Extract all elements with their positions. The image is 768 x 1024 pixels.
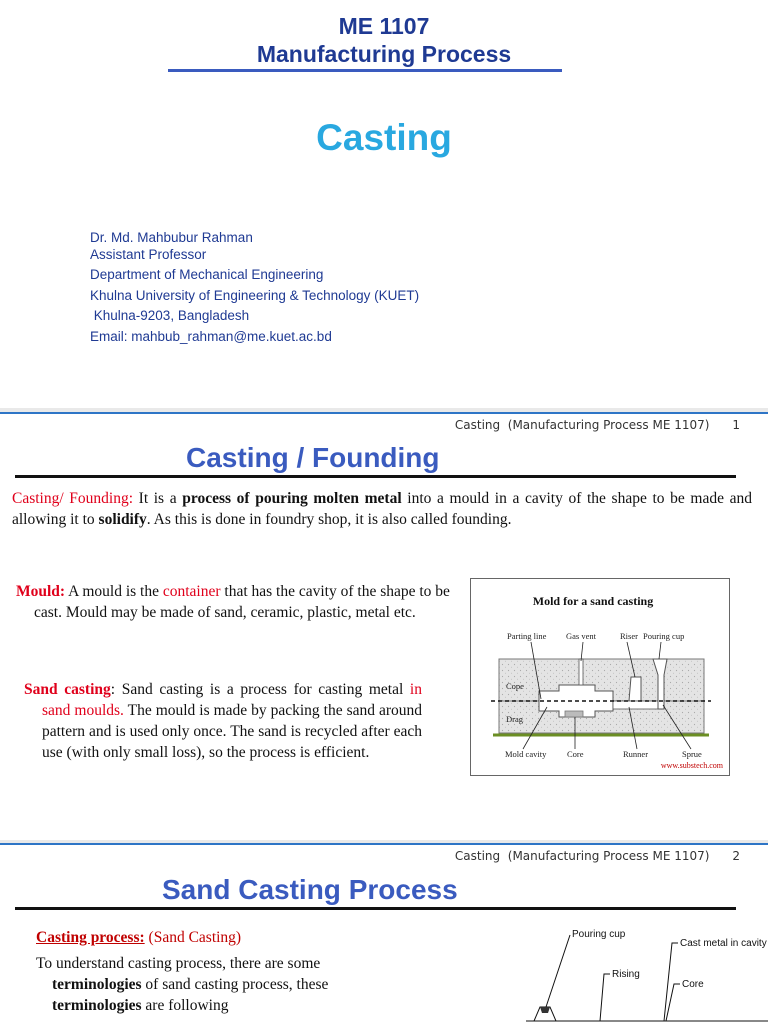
label-pouring-cup: Pouring cup bbox=[643, 631, 685, 641]
heading-underline bbox=[15, 475, 736, 478]
process-term: Casting process: bbox=[36, 929, 145, 946]
label-sprue: Sprue bbox=[682, 749, 702, 759]
slide-title: Casting bbox=[316, 117, 452, 158]
intro-paragraph: Casting/ Founding: It is a process of pouring molten metal into a mould in a cavity of the shape to be made and allowing it to solidify. As this is done in foundry shop, it is also called founding. bbox=[12, 490, 752, 528]
sand-mold-diagram bbox=[470, 578, 730, 776]
gas-vent-shape bbox=[579, 659, 583, 685]
heading-underline bbox=[15, 907, 736, 910]
slide-heading: Sand Casting Process bbox=[162, 874, 458, 905]
header-rule bbox=[0, 843, 768, 845]
sand-mold-svg bbox=[471, 579, 729, 775]
author-address: Khulna-9203, Bangladesh bbox=[90, 308, 250, 323]
author-university: Khulna University of Engineering & Technology (KUET) bbox=[90, 288, 420, 303]
runner-shape bbox=[613, 701, 661, 709]
slide-casting-founding bbox=[0, 412, 768, 840]
course-code: ME 1107 bbox=[338, 13, 430, 39]
author-email: Email: mahbub_rahman@me.kuet.ac.bd bbox=[90, 329, 332, 344]
course-name: Manufacturing Process bbox=[256, 41, 512, 67]
pouring-cup-shape bbox=[540, 1007, 550, 1013]
page-number: 2 bbox=[732, 849, 740, 863]
label-pouring-cup: Pouring cup bbox=[572, 929, 626, 940]
label-riser: Riser bbox=[620, 631, 638, 641]
label-core: Core bbox=[682, 979, 704, 990]
label-mold-cavity: Mold cavity bbox=[505, 749, 547, 759]
label-rising: Rising bbox=[612, 969, 640, 980]
slide-sand-casting-process bbox=[0, 843, 768, 1024]
slide-heading: Casting / Founding bbox=[186, 442, 440, 473]
title-underline bbox=[168, 69, 562, 72]
riser-shape bbox=[629, 677, 641, 701]
title-slide bbox=[0, 0, 768, 408]
header-title: Casting (Manufacturing Process ME 1107) bbox=[454, 418, 710, 432]
sand-casting-sketch bbox=[526, 921, 768, 1024]
mould-term: Mould: bbox=[16, 583, 66, 600]
label-drag: Drag bbox=[506, 714, 523, 724]
header-title: Casting (Manufacturing Process ME 1107) bbox=[454, 849, 710, 863]
process-paragraph: To understand casting process, there are some terminologies of sand casting process, these terminologies are following bbox=[36, 955, 329, 1014]
label-parting-line: Parting line bbox=[507, 631, 547, 641]
header-rule bbox=[0, 412, 768, 414]
mould-paragraph: Mould: A mould is the container that has the cavity of the shape to be cast. Mould may be made of sand, ceramic, plastic, metal etc. bbox=[16, 583, 450, 621]
label-gas-vent: Gas vent bbox=[566, 631, 596, 641]
author-department: Department of Mechanical Engineering bbox=[90, 267, 324, 282]
label-cope: Cope bbox=[506, 681, 524, 691]
intro-term: Casting/ Founding: bbox=[12, 490, 134, 507]
diagram-title: Mold for a sand casting bbox=[532, 594, 654, 608]
author-name: Dr. Md. Mahbubur Rahman bbox=[90, 230, 253, 245]
slide-header bbox=[455, 849, 740, 863]
sand-casting-term: Sand casting bbox=[24, 681, 111, 698]
label-core: Core bbox=[567, 749, 584, 759]
page-number: 1 bbox=[732, 418, 740, 432]
process-label: Casting process: (Sand Casting) bbox=[36, 929, 242, 946]
slide-header bbox=[455, 418, 740, 432]
diagram-credit: www.substech.com bbox=[660, 761, 723, 770]
label-runner: Runner bbox=[623, 749, 649, 759]
core-shape bbox=[565, 711, 583, 717]
label-cast-metal: Cast metal in cavity bbox=[680, 938, 767, 949]
author-position: Assistant Professor bbox=[90, 247, 207, 262]
sand-casting-paragraph: Sand casting: Sand casting is a process for casting metal in sand moulds. The mould is made by packing the sand around pattern and is used only once. The sand is recycled after each use (with only small loss), so the process is efficient. bbox=[24, 681, 422, 761]
